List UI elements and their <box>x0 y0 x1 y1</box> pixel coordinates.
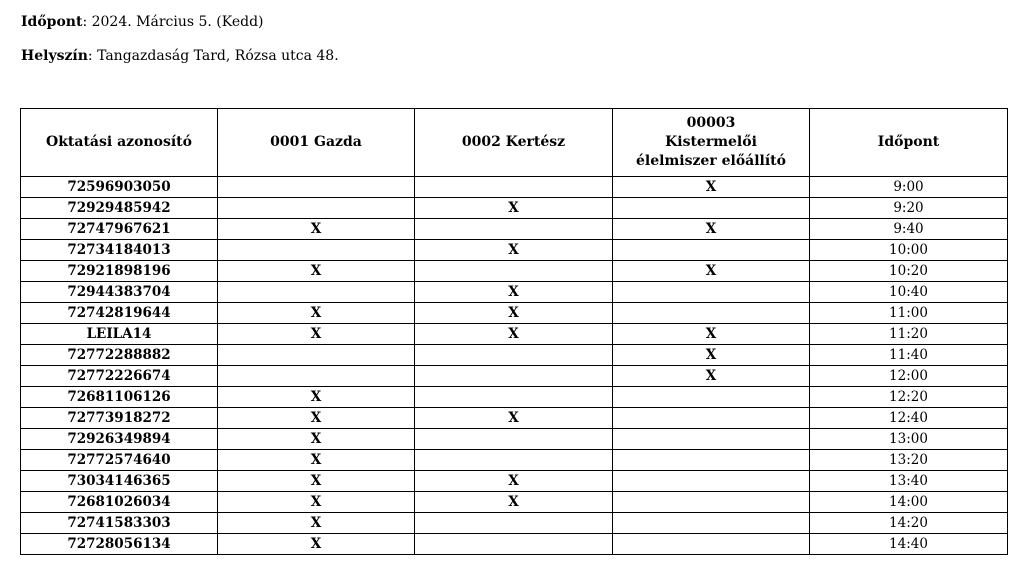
cell-kistermeloi <box>613 198 810 219</box>
cell-id: 72929485942 <box>21 198 218 219</box>
cell-gazda: X <box>218 429 415 450</box>
cell-id: 72773918272 <box>21 408 218 429</box>
cell-kertesz <box>415 219 613 240</box>
cell-gazda: X <box>218 324 415 345</box>
cell-id: 72741583303 <box>21 513 218 534</box>
location-label: Helyszín <box>21 48 88 64</box>
cell-kistermeloi: X <box>613 345 810 366</box>
cell-id: 72926349894 <box>21 429 218 450</box>
date-value: : 2024. Március 5. (Kedd) <box>82 14 264 30</box>
cell-gazda: X <box>218 471 415 492</box>
cell-time: 13:40 <box>810 471 1008 492</box>
cell-kertesz <box>415 534 613 555</box>
cell-kertesz <box>415 450 613 471</box>
cell-kertesz: X <box>415 303 613 324</box>
cell-kistermeloi <box>613 240 810 261</box>
column-header-kistermeloi-desc: élelmiszer előállító <box>636 153 786 169</box>
cell-time: 9:00 <box>810 177 1008 198</box>
table-row <box>21 219 1008 240</box>
date-line <box>21 14 264 30</box>
cell-time: 12:40 <box>810 408 1008 429</box>
cell-kertesz <box>415 366 613 387</box>
cell-kertesz: X <box>415 492 613 513</box>
cell-gazda <box>218 240 415 261</box>
cell-kistermeloi <box>613 303 810 324</box>
location-line <box>21 48 339 64</box>
cell-id: 72772226674 <box>21 366 218 387</box>
cell-gazda: X <box>218 492 415 513</box>
schedule-table <box>20 108 1008 555</box>
cell-id: 72728056134 <box>21 534 218 555</box>
cell-time: 14:40 <box>810 534 1008 555</box>
cell-kistermeloi <box>613 492 810 513</box>
table-row <box>21 387 1008 408</box>
cell-time: 9:40 <box>810 219 1008 240</box>
cell-time: 11:20 <box>810 324 1008 345</box>
table-row <box>21 366 1008 387</box>
cell-id: 72681106126 <box>21 387 218 408</box>
column-header-kistermeloi <box>613 109 810 177</box>
cell-time: 10:40 <box>810 282 1008 303</box>
cell-kistermeloi <box>613 282 810 303</box>
table-row <box>21 198 1008 219</box>
table-row <box>21 492 1008 513</box>
column-header-kistermeloi-code: 00003 <box>686 115 736 131</box>
cell-kertesz <box>415 513 613 534</box>
cell-gazda: X <box>218 450 415 471</box>
cell-id: LEILA14 <box>21 324 218 345</box>
table-row <box>21 450 1008 471</box>
cell-time: 11:00 <box>810 303 1008 324</box>
column-header-kistermeloi-name: Kistermelői <box>665 134 757 150</box>
cell-kertesz: X <box>415 408 613 429</box>
cell-kertesz <box>415 177 613 198</box>
cell-id: 72772574640 <box>21 450 218 471</box>
cell-time: 14:20 <box>810 513 1008 534</box>
cell-gazda: X <box>218 261 415 282</box>
cell-id: 72944383704 <box>21 282 218 303</box>
table-row <box>21 240 1008 261</box>
table-row <box>21 261 1008 282</box>
cell-kertesz: X <box>415 282 613 303</box>
cell-gazda <box>218 282 415 303</box>
table-row <box>21 513 1008 534</box>
cell-kertesz: X <box>415 324 613 345</box>
cell-gazda: X <box>218 387 415 408</box>
cell-kistermeloi <box>613 387 810 408</box>
cell-id: 72742819644 <box>21 303 218 324</box>
date-label: Időpont <box>21 14 83 30</box>
column-header-kertesz: 0002 Kertész <box>415 109 613 177</box>
cell-time: 11:40 <box>810 345 1008 366</box>
column-header-gazda: 0001 Gazda <box>218 109 415 177</box>
cell-kertesz <box>415 429 613 450</box>
cell-kistermeloi: X <box>613 324 810 345</box>
cell-id: 72734184013 <box>21 240 218 261</box>
table-row <box>21 345 1008 366</box>
cell-kertesz: X <box>415 240 613 261</box>
column-header-time: Időpont <box>810 109 1008 177</box>
cell-gazda: X <box>218 513 415 534</box>
table-row <box>21 408 1008 429</box>
table-row <box>21 282 1008 303</box>
table-body <box>21 177 1008 555</box>
cell-time: 14:00 <box>810 492 1008 513</box>
table-header-row <box>21 109 1008 177</box>
cell-id: 72681026034 <box>21 492 218 513</box>
cell-gazda <box>218 345 415 366</box>
cell-time: 12:20 <box>810 387 1008 408</box>
cell-kistermeloi <box>613 534 810 555</box>
cell-time: 13:00 <box>810 429 1008 450</box>
cell-id: 72772288882 <box>21 345 218 366</box>
cell-kistermeloi: X <box>613 366 810 387</box>
cell-time: 9:20 <box>810 198 1008 219</box>
cell-kertesz <box>415 387 613 408</box>
cell-gazda: X <box>218 534 415 555</box>
table-row <box>21 534 1008 555</box>
cell-id: 72747967621 <box>21 219 218 240</box>
cell-kistermeloi <box>613 450 810 471</box>
cell-gazda <box>218 177 415 198</box>
cell-id: 72921898196 <box>21 261 218 282</box>
location-value: : Tangazdaság Tard, Rózsa utca 48. <box>87 48 339 64</box>
cell-kistermeloi <box>613 408 810 429</box>
cell-kistermeloi: X <box>613 261 810 282</box>
cell-id: 73034146365 <box>21 471 218 492</box>
cell-kistermeloi <box>613 513 810 534</box>
cell-kertesz <box>415 345 613 366</box>
cell-gazda <box>218 198 415 219</box>
table-row <box>21 471 1008 492</box>
cell-kistermeloi <box>613 429 810 450</box>
cell-kistermeloi: X <box>613 177 810 198</box>
table-row <box>21 429 1008 450</box>
table-row <box>21 177 1008 198</box>
cell-kistermeloi: X <box>613 219 810 240</box>
cell-time: 10:20 <box>810 261 1008 282</box>
cell-kertesz: X <box>415 471 613 492</box>
column-header-id: Oktatási azonosító <box>21 109 218 177</box>
cell-gazda <box>218 366 415 387</box>
cell-kertesz <box>415 261 613 282</box>
cell-time: 13:20 <box>810 450 1008 471</box>
cell-kistermeloi <box>613 471 810 492</box>
cell-id: 72596903050 <box>21 177 218 198</box>
cell-gazda: X <box>218 408 415 429</box>
cell-time: 10:00 <box>810 240 1008 261</box>
table-row <box>21 303 1008 324</box>
cell-kertesz: X <box>415 198 613 219</box>
table-row <box>21 324 1008 345</box>
cell-time: 12:00 <box>810 366 1008 387</box>
cell-gazda: X <box>218 303 415 324</box>
cell-gazda: X <box>218 219 415 240</box>
